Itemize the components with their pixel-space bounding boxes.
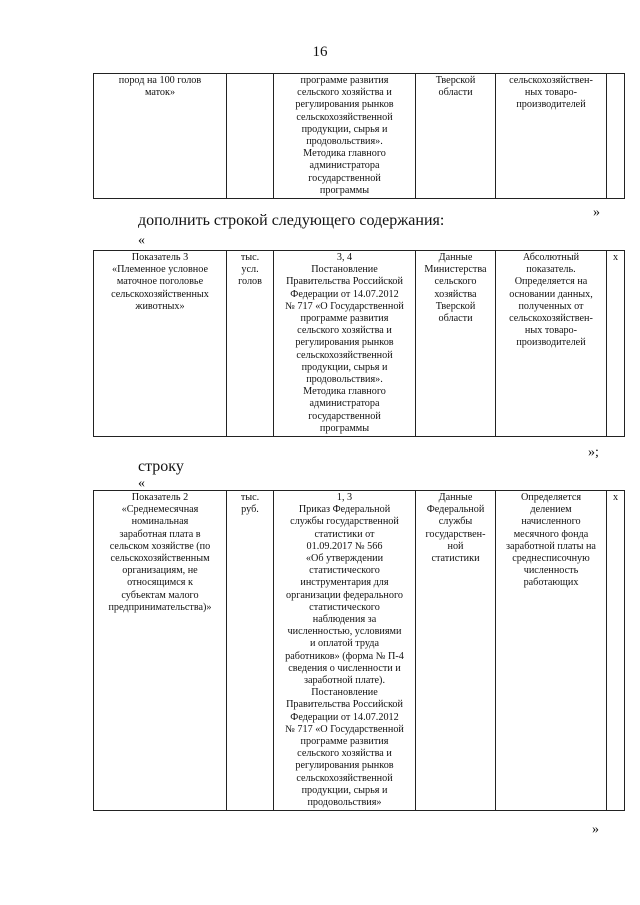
instruction-text: дополнить строкой следующего содержания: — [138, 212, 445, 229]
cell-unit: тыс. руб. — [227, 491, 274, 811]
close-quote: »; — [588, 445, 599, 460]
open-quote: « — [138, 233, 145, 248]
cell-indicator: Показатель 2 «Среднемесячная номинальная заработная плата в сельском хозяйстве (по сельскохозяйственным организациям, не относящимся к субъектам малого предпринимательства)» — [94, 491, 227, 811]
table-replaced-row — [93, 490, 625, 811]
cell-source: Данные Министерства сельского хозяйства Тверской области — [416, 251, 496, 437]
instruction-text: строку — [138, 458, 184, 475]
cell-method: программе развития сельского хозяйства и регулирования рынков сельскохозяйственной продукции, сырья и продовольствия». Методика главного администратора государственной программы — [274, 74, 416, 199]
table-row — [94, 251, 625, 437]
table-row — [94, 491, 625, 811]
cell-unit — [227, 74, 274, 199]
cell-source: Данные Федеральной службы государствен- ной статистики — [416, 491, 496, 811]
cell-unit: тыс. усл. голов — [227, 251, 274, 437]
cell-calculation: Определяется делением начисленного месячного фонда заработной платы на среднесписочную численность работающих — [496, 491, 607, 811]
cell-extra: х — [607, 491, 625, 811]
page-number: 16 — [312, 44, 328, 60]
cell-calculation: Абсолютный показатель. Определяется на основании данных, полученных от сельскохозяйствен- ных товаро- производителей — [496, 251, 607, 437]
table-row — [94, 74, 625, 199]
cell-calculation: сельскохозяйствен- ных товаро- производителей — [496, 74, 607, 199]
cell-extra: х — [607, 251, 625, 437]
table-continuation — [93, 73, 625, 199]
close-quote: » — [593, 205, 600, 220]
cell-method: 1, 3 Приказ Федеральной службы государственной статистики от 01.09.2017 № 566 «Об утверждении статистического инструментария для организации федерального статистического наблюдения за численностью, условиями и оплатой труда работников» (форма № П-4 сведения о численности и заработной плате). Постановление Правительства Российской Федерации от 14.07.2012 № 717 «О Государственной программе развития сельского хозяйства и регулирования рынков сельскохозяйственной продукции, сырья и продовольствия» — [274, 491, 416, 811]
cell-source: Тверской области — [416, 74, 496, 199]
cell-method: 3, 4 Постановление Правительства Российской Федерации от 14.07.2012 № 717 «О Государственной программе развития сельского хозяйства и регулирования рынков сельскохозяйственной продукции, сырья и продовольствия». Методика главного администратора государственной программы — [274, 251, 416, 437]
close-quote: » — [592, 822, 599, 837]
cell-indicator: пород на 100 голов маток» — [94, 74, 227, 199]
cell-indicator: Показатель 3 «Племенное условное маточное поголовье сельскохозяйственных животных» — [94, 251, 227, 437]
open-quote: « — [138, 476, 145, 491]
cell-extra — [607, 74, 625, 199]
table-new-row — [93, 250, 625, 437]
